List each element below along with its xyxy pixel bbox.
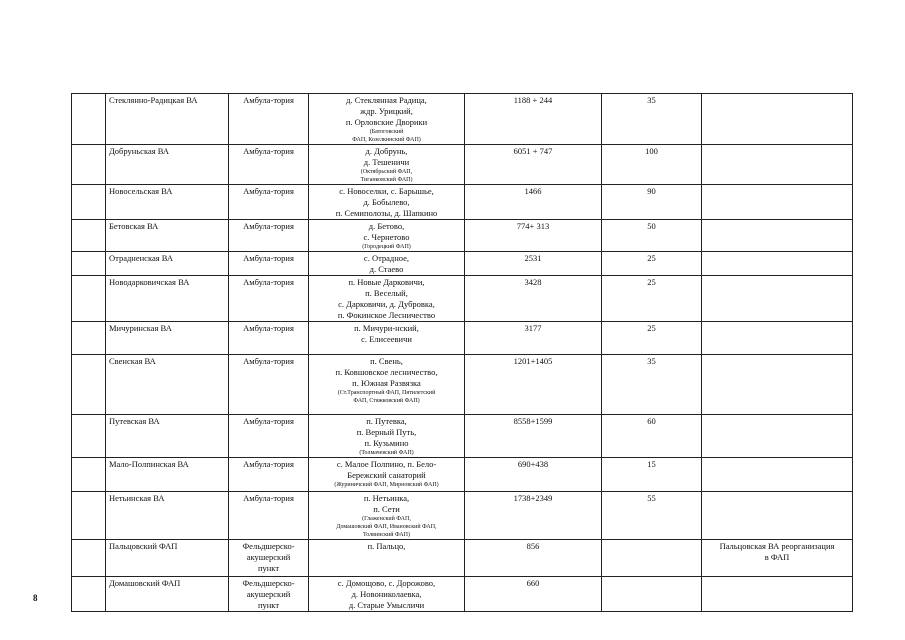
settlement-line: п. Южная Развязка [352,378,421,388]
distance-cell: 100 [602,145,702,185]
settlements-cell [309,415,465,458]
facility-name-cell: Новодарковичская ВА [106,276,229,322]
settlement-line: п. Путевка, [366,416,407,426]
population-cell: 660 [465,577,602,612]
row-number-cell [72,415,106,458]
note-line: в ФАП [764,552,790,562]
distance-cell: 55 [602,492,702,540]
facility-type-line: Амбула-тория [243,459,294,469]
distance-cell: 15 [602,458,702,492]
settlement-line: п. Фокинское Лесничество [337,310,436,320]
facility-type-cell [229,577,309,612]
facility-type-cell [229,540,309,577]
facility-type-cell [229,145,309,185]
row-number-cell [72,94,106,145]
table-row [72,415,853,458]
facility-name-cell: Новосельская ВА [106,185,229,220]
distance-cell: 35 [602,94,702,145]
settlement-line: д. Тешеничи [363,157,410,167]
distance-cell: 35 [602,355,702,415]
settlement-line: с. Чернетово [363,232,410,242]
settlement-line: Толвинский ФАП) [363,532,410,538]
population-cell: 2531 [465,252,602,276]
note-cell [702,355,853,415]
distance-cell: 25 [602,322,702,355]
note-cell [702,145,853,185]
settlement-line: п. Семиполозы, д. Шапкино [335,208,438,218]
settlement-line: (Глаженский ФАП, [362,516,411,522]
settlement-line: с. Домощово, с. Дорожово, [337,578,436,588]
settlement-line: (Журиничский ФАП, Мирновский ФАП) [334,482,439,488]
facility-name-cell: Отрадненская ВА [106,252,229,276]
settlement-line: д. Добрунь, [365,146,408,156]
table-row [72,276,853,322]
distance-cell: 25 [602,276,702,322]
settlement-line: Бережский санаторий [347,470,426,480]
row-number-cell [72,145,106,185]
settlement-line: п. Ковшовское лесничество, [335,367,438,377]
settlement-line: с. Отрадное, [363,253,410,263]
row-number-cell [72,322,106,355]
distance-cell: 90 [602,185,702,220]
settlement-line: п. Верный Путь, [356,427,417,437]
settlement-line: с. Дарковичи, д. Дубровка, [338,299,435,309]
settlements-cell [309,252,465,276]
table-row [72,577,853,612]
row-number-cell [72,458,106,492]
settlements-cell [309,322,465,355]
settlement-line: с. Малое Полпино, п. Бело- [336,459,437,469]
note-cell [702,492,853,540]
settlement-line: д. Стаево [369,264,404,274]
note-cell [702,276,853,322]
note-cell [702,577,853,612]
settlement-line: п. Сети [373,504,400,514]
facility-type-line: Амбула-тория [243,356,294,366]
settlement-line: с. Новоселки, с. Барышье, [339,186,434,196]
settlements-cell [309,276,465,322]
settlement-line: (Ст.Транспортный ФАП, Пятилетский [337,390,436,396]
facility-type-cell [229,252,309,276]
distance-cell [602,577,702,612]
table-row [72,355,853,415]
row-number-cell [72,252,106,276]
facility-type-cell [229,458,309,492]
settlement-line: п. Веселый, [365,288,408,298]
facility-type-cell [229,492,309,540]
table-row [72,185,853,220]
facility-type-line: акушерский [246,552,291,562]
facility-type-cell [229,355,309,415]
table-row [72,458,853,492]
facility-type-line: пункт [257,600,280,610]
settlements-cell [309,145,465,185]
settlements-cell [309,458,465,492]
note-cell [702,415,853,458]
row-number-cell [72,220,106,252]
facility-type-line: Амбула-тория [243,416,294,426]
facility-type-line: Фельдшерско- [242,578,295,588]
population-cell: 8558+1599 [465,415,602,458]
settlement-line: д. Новониколаевка, [351,589,422,599]
settlement-line: п. Нетьинка, [363,493,410,503]
note-cell [702,540,853,577]
facility-name-cell: Путевская ВА [106,415,229,458]
population-cell: 3428 [465,276,602,322]
settlement-line: (Городецкий ФАП) [362,244,411,250]
note-cell [702,322,853,355]
row-number-cell [72,577,106,612]
facility-type-line: Амбула-тория [243,146,294,156]
facility-type-cell [229,94,309,145]
population-cell: 856 [465,540,602,577]
table-row [72,322,853,355]
table-row [72,540,853,577]
population-cell: 1188 + 244 [465,94,602,145]
settlements-cell [309,540,465,577]
settlement-line: ФАП, Стяжковский ФАП) [353,398,420,404]
settlements-cell [309,94,465,145]
population-cell: 774+ 313 [465,220,602,252]
facility-type-line: акушерский [246,589,291,599]
page-number: 8 [33,593,38,603]
table-row [72,492,853,540]
population-cell: 6051 + 747 [465,145,602,185]
settlements-cell [309,355,465,415]
table-body [72,94,853,612]
settlement-line: (Толмачевский ФАП) [359,450,414,456]
facility-type-line: Амбула-тория [243,323,294,333]
facility-type-line: Амбула-тория [243,95,294,105]
row-number-cell [72,540,106,577]
settlement-line: с. Елисеевичи [361,334,412,344]
settlements-cell [309,577,465,612]
facility-type-line: Амбула-тория [243,186,294,196]
population-cell: 1201+1405 [465,355,602,415]
note-cell [702,252,853,276]
facility-type-line: Амбула-тория [243,221,294,231]
row-number-cell [72,492,106,540]
settlements-cell [309,185,465,220]
row-number-cell [72,185,106,220]
settlement-line: п. Кузьмино [364,438,409,448]
settlement-line: п. Новые Дарковичи, [348,277,425,287]
settlement-line: Домашовский ФАП, Ивановский ФАП, [336,524,437,530]
settlement-line: ждр. Урицкий, [360,106,413,116]
facility-name-cell: Нетьинская ВА [106,492,229,540]
note-line: Пальцовская ВА реорганизация [719,541,835,551]
settlement-line: д. Старые Умысличи [348,600,425,610]
note-cell [702,94,853,145]
facility-type-cell [229,220,309,252]
facility-name-cell: Стеклянно-Радицкая ВА [106,94,229,145]
settlement-line: (Батоговский [369,129,404,135]
table-row [72,220,853,252]
population-cell: 1466 [465,185,602,220]
facilities-table [71,93,853,612]
row-number-cell [72,355,106,415]
population-cell: 3177 [465,322,602,355]
settlement-line: д. Стеклянная Радица, [346,95,427,105]
settlement-line: Тиганковский ФАП) [360,177,413,183]
table-row [72,94,853,145]
facility-type-line: пункт [257,563,280,573]
settlement-line: п. Орловские Дворики [345,117,428,127]
facility-type-line: Амбула-тория [243,493,294,503]
facility-type-line: Амбула-тория [243,253,294,263]
table-row [72,252,853,276]
settlement-line: (Октябрьский ФАП, [360,169,413,175]
facility-type-cell [229,322,309,355]
facility-name-cell: Пальцовский ФАП [106,540,229,577]
facility-name-cell: Добруньская ВА [106,145,229,185]
settlement-line: д. Бобылево, [363,197,410,207]
facility-name-cell: Свенская ВА [106,355,229,415]
population-cell: 1738+2349 [465,492,602,540]
table-row [72,145,853,185]
note-cell [702,458,853,492]
settlement-line: п. Пальцо, [367,541,406,551]
settlement-line: ФАП, Козелкинский ФАП) [352,137,421,143]
facility-name-cell: Бетовская ВА [106,220,229,252]
distance-cell: 25 [602,252,702,276]
settlements-cell [309,220,465,252]
note-cell [702,220,853,252]
settlement-line: д. Бетово, [368,221,405,231]
row-number-cell [72,276,106,322]
distance-cell: 60 [602,415,702,458]
facility-type-cell [229,415,309,458]
facility-type-cell [229,185,309,220]
facility-type-line: Амбула-тория [243,277,294,287]
distance-cell: 50 [602,220,702,252]
facility-name-cell: Домашовский ФАП [106,577,229,612]
settlement-line: п. Свень, [370,356,403,366]
settlements-cell [309,492,465,540]
facility-name-cell: Мичуринская ВА [106,322,229,355]
facility-type-cell [229,276,309,322]
distance-cell [602,540,702,577]
note-cell [702,185,853,220]
settlement-line: п. Мичури-нский, [354,323,419,333]
facility-type-line: Фельдшерско- [242,541,295,551]
facility-name-cell: Мало-Полпинская ВА [106,458,229,492]
population-cell: 690+438 [465,458,602,492]
